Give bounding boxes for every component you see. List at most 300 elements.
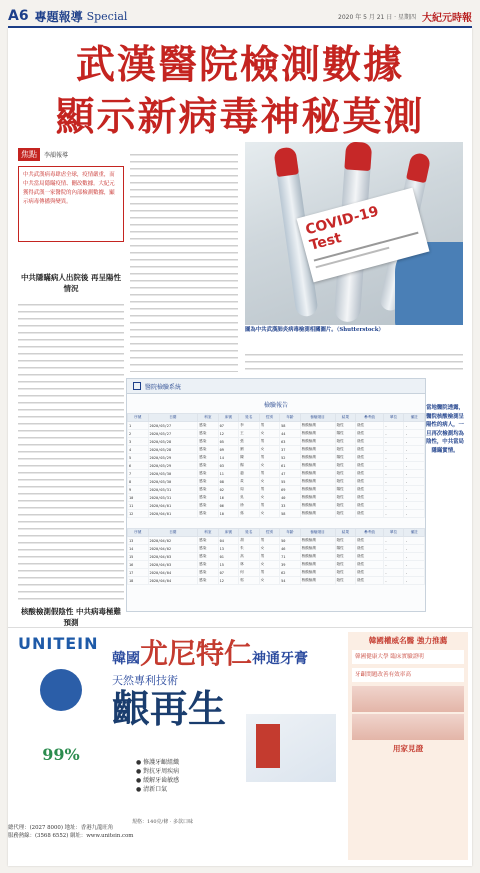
- table-cell: 男: [259, 454, 280, 462]
- table-cell: 58: [280, 510, 301, 518]
- ad-percent: 99%: [42, 745, 80, 764]
- table-cell: 核酸檢測: [300, 502, 335, 510]
- table-cell: 陰性: [335, 422, 356, 430]
- table-cell: 11: [218, 470, 239, 478]
- table-header: 姓名: [239, 414, 260, 422]
- headline-line1: 武漢醫院檢測數據: [75, 42, 404, 88]
- table-cell: 18: [128, 577, 149, 585]
- table-cell: 2020/03/29: [148, 454, 198, 462]
- award-badge-icon: [40, 669, 82, 711]
- panel-toolbar: [127, 379, 425, 394]
- table-cell: 14: [218, 454, 239, 462]
- table-cell: 16: [128, 561, 149, 569]
- table-cell: 05: [218, 438, 239, 446]
- table-cell: -: [383, 502, 404, 510]
- table-cell: 7: [128, 470, 149, 478]
- ad-footer-line2: 服務熱線：(3568 6552) 網址：www.unitein.com: [8, 833, 134, 839]
- teeth-photo: [352, 714, 464, 740]
- table-cell: 2020/04/01: [148, 502, 198, 510]
- section-title: 專題報導: [34, 9, 83, 24]
- table-cell: 陰性: [356, 454, 384, 462]
- table-cell: 核酸檢測: [300, 478, 335, 486]
- table-cell: 4: [128, 446, 149, 454]
- table-cell: 陰性: [356, 537, 384, 545]
- table-cell: 核酸檢測: [300, 577, 335, 585]
- table-cell: 52: [280, 454, 301, 462]
- table-cell: -: [404, 454, 425, 462]
- table-cell: -: [383, 510, 404, 518]
- table-header: 備註: [404, 529, 425, 537]
- table-cell: 男: [259, 438, 280, 446]
- table-cell: 44: [280, 430, 301, 438]
- ad-k2b: 神通牙膏: [252, 651, 309, 667]
- table-cell: 55: [280, 478, 301, 486]
- ad-k3: 天然專利技術: [112, 674, 178, 687]
- table-header: 日期: [148, 414, 198, 422]
- table-cell: 2020/03/31: [148, 494, 198, 502]
- table-cell: 陰性: [356, 502, 384, 510]
- table-cell: 陽性: [335, 545, 356, 553]
- table-cell: 男: [259, 486, 280, 494]
- table-cell: 陰性: [335, 470, 356, 478]
- table-cell: 46: [280, 545, 301, 553]
- data-table-2: [127, 528, 425, 585]
- table-cell: 12: [128, 510, 149, 518]
- table-cell: -: [404, 494, 425, 502]
- table-cell: 陰性: [356, 494, 384, 502]
- table-row: [128, 470, 425, 478]
- table-cell: 劉: [239, 446, 260, 454]
- table-cell: 5: [128, 454, 149, 462]
- table-cell: 3: [128, 438, 149, 446]
- subhead-1: 中共隱瞞病人出院後 再呈陽性情況: [20, 273, 122, 293]
- table-cell: -: [404, 446, 425, 454]
- table-cell: 陰性: [335, 577, 356, 585]
- ad-brand: UNITEIN: [18, 634, 99, 653]
- table-cell: 感染: [198, 430, 219, 438]
- table-cell: 09: [218, 446, 239, 454]
- table-cell: 女: [259, 577, 280, 585]
- table-cell: 李: [239, 422, 260, 430]
- table-cell: 女: [259, 430, 280, 438]
- table-cell: -: [404, 502, 425, 510]
- table-cell: 男: [259, 470, 280, 478]
- table-row: [128, 545, 425, 553]
- table-cell: 61: [280, 462, 301, 470]
- ad-right-box1: 韓國健康大學 臨床實驗證明: [352, 650, 464, 664]
- section-title-en: Special: [86, 9, 128, 23]
- table-cell: 2020/04/02: [148, 545, 198, 553]
- table-header: 年齡: [280, 529, 301, 537]
- author: 李韻報導: [44, 151, 69, 159]
- table-cell: -: [383, 454, 404, 462]
- table-cell: 陰性: [335, 569, 356, 577]
- table-header: 參考值: [356, 529, 384, 537]
- ad-right-box2: 牙齦問題改善有效率高: [352, 668, 464, 682]
- table-cell: 陰性: [335, 478, 356, 486]
- page-number: A6: [8, 8, 29, 24]
- table-cell: 核酸檢測: [300, 537, 335, 545]
- table-cell: 33: [280, 502, 301, 510]
- table-cell: 女: [259, 545, 280, 553]
- table-header: 床號: [218, 414, 239, 422]
- table-cell: 陰性: [335, 510, 356, 518]
- teeth-photo: [352, 686, 464, 712]
- table-cell: 10: [128, 494, 149, 502]
- table-cell: 黃: [239, 478, 260, 486]
- table-cell: 核酸檢測: [300, 510, 335, 518]
- table-header: 參考值: [356, 414, 384, 422]
- table-cell: 陽性: [335, 486, 356, 494]
- table-header: 檢驗項目: [300, 414, 335, 422]
- table-header: 性別: [259, 529, 280, 537]
- table-cell: 核酸檢測: [300, 494, 335, 502]
- table-header: 備註: [404, 414, 425, 422]
- ad-k1: 韓國: [112, 651, 140, 667]
- table-cell: 陳: [239, 454, 260, 462]
- ad-right-title: 韓國權威名醫 強力推薦: [368, 636, 448, 645]
- table-cell: 陰性: [335, 438, 356, 446]
- table-cell: -: [404, 545, 425, 553]
- table-cell: 女: [259, 478, 280, 486]
- table-cell: 15: [128, 553, 149, 561]
- table-cell: 02: [218, 486, 239, 494]
- table-cell: -: [404, 438, 425, 446]
- table-cell: -: [383, 545, 404, 553]
- table-cell: 58: [280, 422, 301, 430]
- table-row: [128, 446, 425, 454]
- focus-label: 焦點: [18, 148, 40, 161]
- table-cell: -: [383, 486, 404, 494]
- body-text-col1: [18, 246, 124, 274]
- table-cell: -: [383, 462, 404, 470]
- table-row: [128, 510, 425, 518]
- ad-bullet: ● 清新口氣: [136, 786, 168, 793]
- table-cell: 核酸檢測: [300, 569, 335, 577]
- table-cell: 50: [280, 537, 301, 545]
- table-cell: 感染: [198, 422, 219, 430]
- table-cell: 陰性: [356, 561, 384, 569]
- table-cell: 張: [239, 438, 260, 446]
- table-cell: 陰性: [335, 494, 356, 502]
- table-cell: 徐: [239, 502, 260, 510]
- ad-right-foot: 用家見證: [392, 744, 424, 753]
- ad-k4: 齦再生: [112, 686, 227, 731]
- side-column: 當地醫院透露，醫院核酸檢測呈陽性的病人，一旦再次檢測均為陰性，中共當局隱瞞實情。: [426, 405, 464, 454]
- table-row: [128, 478, 425, 486]
- advertisement: [8, 627, 472, 864]
- table-cell: 陰性: [335, 446, 356, 454]
- table-cell: -: [383, 478, 404, 486]
- table-row: [128, 486, 425, 494]
- table-cell: 何: [239, 569, 260, 577]
- table-cell: 2020/03/30: [148, 470, 198, 478]
- table-cell: -: [404, 537, 425, 545]
- table-header: 單位: [383, 529, 404, 537]
- table-cell: 40: [280, 494, 301, 502]
- table-cell: 2: [128, 430, 149, 438]
- table-cell: 陰性: [356, 577, 384, 585]
- table-cell: 2020/03/29: [148, 462, 198, 470]
- table-cell: 核酸檢測: [300, 561, 335, 569]
- table-cell: 8: [128, 478, 149, 486]
- table-cell: 核酸檢測: [300, 438, 335, 446]
- table-cell: 王: [239, 430, 260, 438]
- table-cell: -: [383, 577, 404, 585]
- table-cell: 感染: [198, 561, 219, 569]
- body-text-col3: [245, 350, 463, 374]
- table-cell: 63: [280, 438, 301, 446]
- table-cell: 15: [218, 561, 239, 569]
- table-cell: 04: [218, 537, 239, 545]
- table-cell: -: [383, 422, 404, 430]
- table-cell: 感染: [198, 569, 219, 577]
- table-title: 檢驗報告: [263, 402, 288, 409]
- table-cell: 林: [239, 561, 260, 569]
- newspaper-logo: 大紀元時報: [422, 12, 472, 24]
- table-cell: 核酸檢測: [300, 462, 335, 470]
- table-cell: 07: [218, 569, 239, 577]
- table-cell: 核酸檢測: [300, 422, 335, 430]
- table-cell: -: [404, 577, 425, 585]
- table-row: [128, 430, 425, 438]
- table-cell: 感染: [198, 470, 219, 478]
- table-row: [128, 438, 425, 446]
- table-cell: 陰性: [356, 430, 384, 438]
- table-header: 檢驗項目: [300, 529, 335, 537]
- data-table: [127, 413, 425, 518]
- table-header: 序號: [128, 529, 149, 537]
- table-cell: 男: [259, 553, 280, 561]
- table-cell: -: [404, 422, 425, 430]
- photo-caption: 圖為中共武漢肺炎病毒檢測相關圖片。（Shutterstock）: [245, 327, 384, 333]
- table-cell: 9: [128, 486, 149, 494]
- table-header: 單位: [383, 414, 404, 422]
- table-cell: 核酸檢測: [300, 430, 335, 438]
- table-cell: 2020/04/03: [148, 561, 198, 569]
- table-cell: 男: [259, 502, 280, 510]
- table-cell: -: [404, 470, 425, 478]
- table-cell: 2020/03/27: [148, 430, 198, 438]
- table-cell: -: [383, 430, 404, 438]
- table-cell: 陰性: [356, 545, 384, 553]
- table-cell: 2020/04/04: [148, 577, 198, 585]
- table-cell: 感染: [198, 545, 219, 553]
- table-cell: 感染: [198, 537, 219, 545]
- table-cell: 1: [128, 422, 149, 430]
- table-cell: -: [404, 561, 425, 569]
- table-header: 床號: [218, 529, 239, 537]
- table-cell: 陰性: [335, 537, 356, 545]
- table-row: [128, 577, 425, 585]
- table-cell: 2020/03/28: [148, 446, 198, 454]
- table-cell: 2020/04/02: [148, 537, 198, 545]
- table-cell: 陰性: [356, 422, 384, 430]
- table-cell: 男: [259, 569, 280, 577]
- table-row: [128, 454, 425, 462]
- table-cell: -: [404, 430, 425, 438]
- hospital-data-panel: [126, 378, 426, 612]
- window-icon: [133, 382, 141, 390]
- table-cell: 13: [128, 537, 149, 545]
- ad-main: [112, 632, 344, 825]
- table-cell: 吳: [239, 494, 260, 502]
- table-cell: -: [383, 494, 404, 502]
- table-cell: 核酸檢測: [300, 454, 335, 462]
- ad-testimonial: [348, 632, 468, 860]
- table-row: [128, 553, 425, 561]
- table-cell: 感染: [198, 454, 219, 462]
- table-row: [128, 422, 425, 430]
- table-cell: 感染: [198, 502, 219, 510]
- table-cell: 陰性: [356, 462, 384, 470]
- table-cell: 孫: [239, 510, 260, 518]
- table-cell: 陰性: [335, 502, 356, 510]
- table-cell: -: [383, 446, 404, 454]
- table-header: 結果: [335, 414, 356, 422]
- ad-bullet: ● 修護牙齦組織: [136, 759, 180, 766]
- ad-footer: [8, 824, 344, 864]
- table-cell: 11: [128, 502, 149, 510]
- table-row: [128, 494, 425, 502]
- table-cell: -: [404, 462, 425, 470]
- table-cell: 陰性: [335, 561, 356, 569]
- table-cell: 2020/04/01: [148, 510, 198, 518]
- table-cell: 2020/04/04: [148, 569, 198, 577]
- table-row: [128, 569, 425, 577]
- test-label: COVID-19 Test: [297, 188, 430, 283]
- table-header: 日期: [148, 529, 198, 537]
- ad-footer-line1: 總代理：(2027 8000) 地址：香港九龍旺角: [8, 825, 114, 831]
- ad-flavors: 規格：140克/條 · 多款口味: [132, 819, 193, 825]
- table-cell: 陰性: [356, 510, 384, 518]
- table-cell: 核酸檢測: [300, 470, 335, 478]
- table-cell: 郭: [239, 577, 260, 585]
- table-cell: 陰性: [356, 486, 384, 494]
- table-cell: 陽性: [335, 430, 356, 438]
- table-cell: -: [383, 537, 404, 545]
- table-cell: -: [404, 510, 425, 518]
- table-header: 序號: [128, 414, 149, 422]
- table-cell: -: [383, 438, 404, 446]
- lead-box: 中共武漢病毒肆虐全球，疫情嚴重，而中共當局隱瞞疫情、刪改數據。大紀元獲得武漢一家醫院的內部檢測數據，顯示病毒傳播與變異。: [18, 166, 124, 242]
- table-cell: 2020/03/27: [148, 422, 198, 430]
- issue-date: 2020 年 5 月 21 日 · 星期四: [338, 13, 416, 21]
- table-cell: 07: [218, 422, 239, 430]
- table-cell: 03: [218, 462, 239, 470]
- table-cell: 感染: [198, 510, 219, 518]
- ad-bullets: [136, 758, 256, 794]
- table-cell: -: [383, 561, 404, 569]
- table-cell: 楊: [239, 462, 260, 470]
- table-cell: 朱: [239, 545, 260, 553]
- table-cell: 39: [280, 561, 301, 569]
- table-cell: -: [383, 569, 404, 577]
- table-row: [128, 502, 425, 510]
- table-row: [128, 462, 425, 470]
- table-cell: 10: [218, 510, 239, 518]
- ad-k2: 尤尼特仁: [140, 637, 253, 670]
- table-cell: 男: [259, 537, 280, 545]
- table-cell: 01: [218, 553, 239, 561]
- table-cell: 2020/03/30: [148, 478, 198, 486]
- table-cell: -: [404, 478, 425, 486]
- table-cell: 06: [218, 502, 239, 510]
- table-cell: -: [383, 470, 404, 478]
- table-cell: 核酸檢測: [300, 545, 335, 553]
- table-cell: 37: [280, 446, 301, 454]
- table-cell: 陰性: [356, 470, 384, 478]
- table-cell: 感染: [198, 462, 219, 470]
- table-cell: 2020/04/03: [148, 553, 198, 561]
- table-header: 性別: [259, 414, 280, 422]
- table-cell: 陽性: [335, 454, 356, 462]
- table-cell: 14: [128, 545, 149, 553]
- table-cell: 核酸檢測: [300, 486, 335, 494]
- table-cell: -: [383, 553, 404, 561]
- table-cell: 高: [239, 553, 260, 561]
- table-cell: 71: [280, 553, 301, 561]
- body-text-col1b: [18, 300, 124, 600]
- table-cell: 2020/03/31: [148, 486, 198, 494]
- table-cell: 陰性: [356, 478, 384, 486]
- table-cell: 12: [218, 577, 239, 585]
- table-cell: -: [404, 486, 425, 494]
- table-cell: 感染: [198, 486, 219, 494]
- table-header: 年齡: [280, 414, 301, 422]
- focus-tag: [18, 146, 86, 162]
- table-cell: 陰性: [335, 553, 356, 561]
- table-row: [128, 561, 425, 569]
- panel-toolbar-title: 醫院檢驗系統: [145, 383, 182, 391]
- table-row: [128, 537, 425, 545]
- table-cell: 感染: [198, 438, 219, 446]
- table-header: 姓名: [239, 529, 260, 537]
- table-cell: 感染: [198, 478, 219, 486]
- table-cell: 胡: [239, 537, 260, 545]
- toothpaste-box-icon: [246, 714, 336, 782]
- ad-brand-col: [18, 634, 104, 820]
- table-cell: 16: [218, 494, 239, 502]
- table-cell: 陰性: [356, 569, 384, 577]
- table-cell: 62: [280, 569, 301, 577]
- table-header: 科室: [198, 414, 219, 422]
- table-cell: 核酸檢測: [300, 553, 335, 561]
- table-header: 科室: [198, 529, 219, 537]
- body-text-col2: [130, 150, 238, 372]
- table-cell: 女: [259, 446, 280, 454]
- subhead-2: 核酸檢測假陰性 中共病毒極難預測: [20, 607, 122, 627]
- table-cell: 女: [259, 462, 280, 470]
- table-cell: -: [404, 553, 425, 561]
- table-cell: 47: [280, 470, 301, 478]
- table-cell: 感染: [198, 446, 219, 454]
- table-header: 結果: [335, 529, 356, 537]
- covid-test-photo: [245, 142, 463, 325]
- table-cell: 感染: [198, 553, 219, 561]
- table-cell: 感染: [198, 494, 219, 502]
- table-cell: -: [404, 569, 425, 577]
- table-cell: 17: [128, 569, 149, 577]
- table-cell: 13: [218, 545, 239, 553]
- table-cell: 核酸檢測: [300, 446, 335, 454]
- table-cell: 女: [259, 510, 280, 518]
- table-cell: 陰性: [356, 446, 384, 454]
- table-cell: 男: [259, 422, 280, 430]
- table-cell: 陰性: [356, 438, 384, 446]
- table-cell: 周: [239, 486, 260, 494]
- table-cell: 趙: [239, 470, 260, 478]
